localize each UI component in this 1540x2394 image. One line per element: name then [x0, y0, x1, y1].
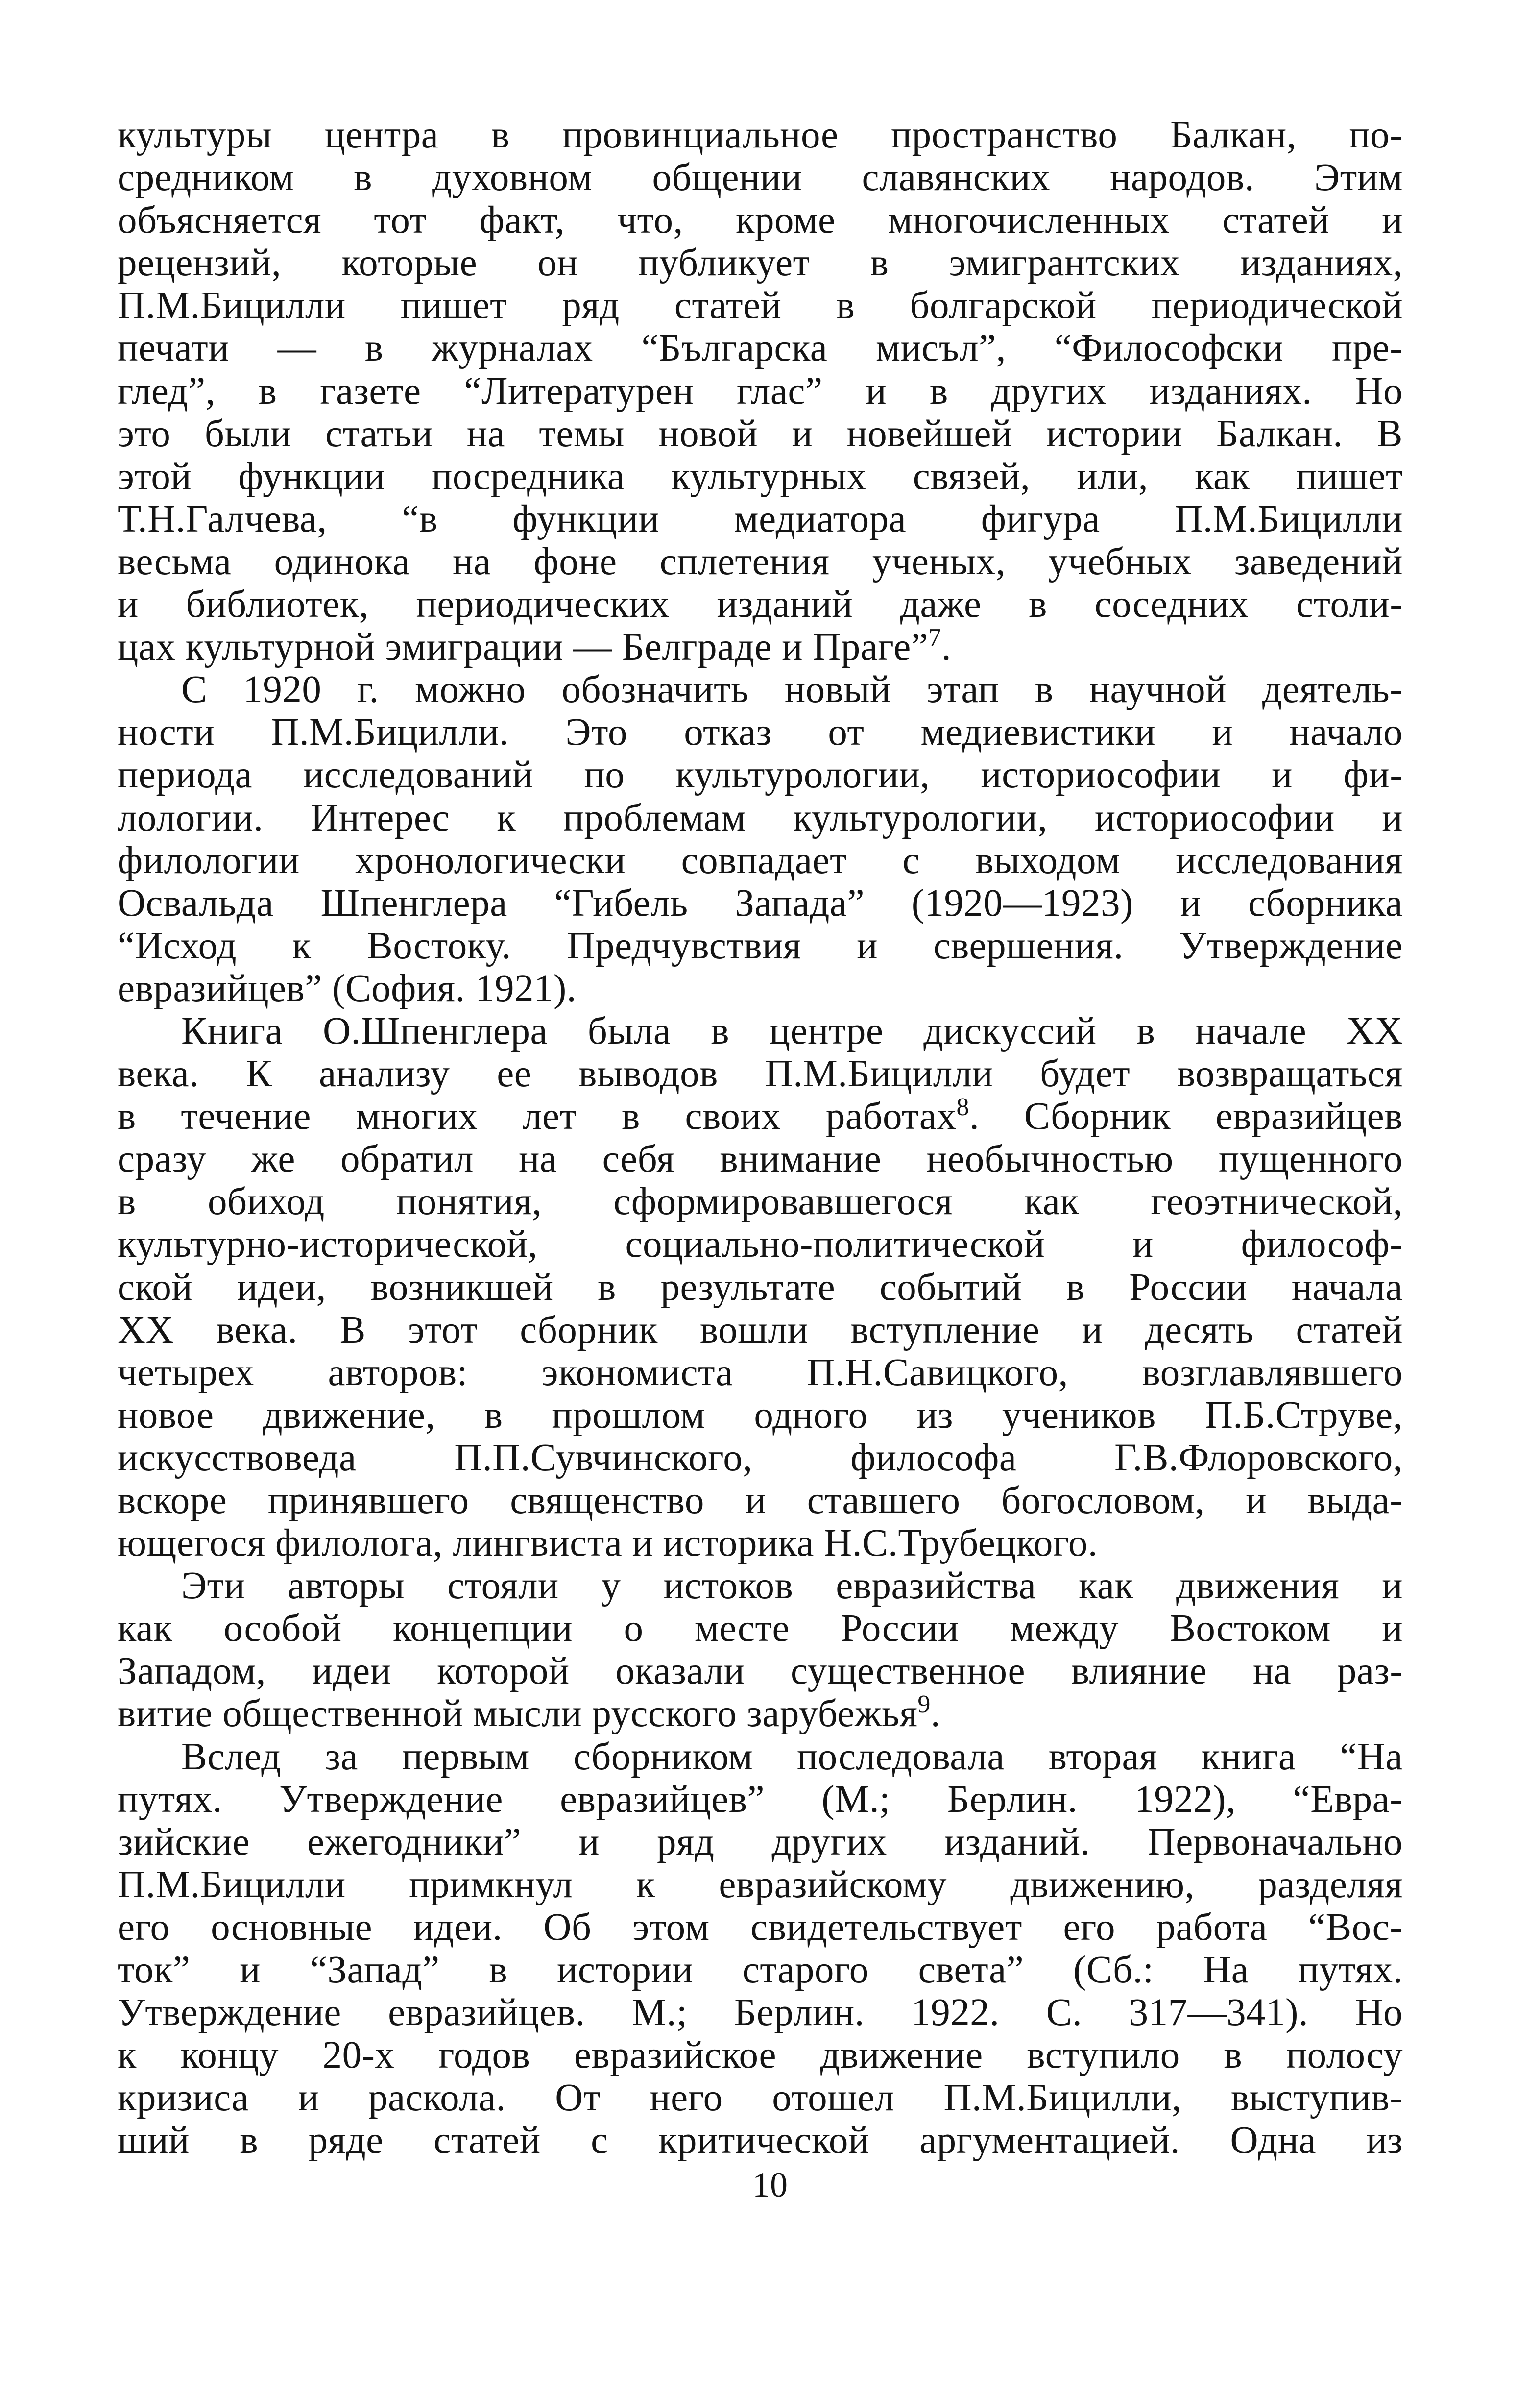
text-line: средником в духовном общении славянских народов. Этим — [118, 156, 1403, 199]
text-line: ской идеи, возникшей в результате событий в России начала — [118, 1266, 1403, 1309]
text-fragment: цах культурной эмиграции — Белграде и Праге” — [118, 626, 929, 669]
text-fragment: . — [941, 626, 952, 669]
text-line: путях. Утверждение евразийцев” (М.; Берлин. 1922), “Евра- — [118, 1778, 1403, 1821]
text-line: культурно-исторической, социально-политической и философ- — [118, 1223, 1403, 1266]
footnote-ref: 8 — [956, 1093, 969, 1122]
text-line: искусствоведа П.П.Сувчинского, философа Г.В.Флоровского, — [118, 1436, 1403, 1479]
text-line: XX века. В этот сборник вошли вступление и десять статей — [118, 1308, 1403, 1351]
page-number: 10 — [752, 2165, 788, 2204]
paragraph-2 — [118, 668, 1403, 1010]
text-line: объясняется тот факт, что, кроме многочисленных статей и — [118, 199, 1403, 242]
footnote-ref: 9 — [917, 1690, 931, 1719]
text-line: Книга О.Шпенглера была в центре дискуссий в начале XX — [181, 1009, 1403, 1052]
text-line: новое движение, в прошлом одного из учеников П.Б.Струве, — [118, 1393, 1403, 1437]
text-line: периода исследований по культурологии, историософии и фи- — [118, 754, 1403, 797]
text-line: филологии хронологически совпадает с выходом исследования — [118, 839, 1403, 882]
text-line: вскоре принявшего священство и ставшего богословом, и выда- — [118, 1479, 1403, 1522]
paragraph-5 — [118, 1735, 1403, 2162]
text-line: зийские ежегодники” и ряд других изданий. Первоначально — [118, 1820, 1403, 1863]
text-line: кризиса и раскола. От него отошел П.М.Бицилли, выступив- — [118, 2076, 1403, 2120]
text-line: это были статьи на темы новой и новейшей истории Балкан. В — [118, 412, 1403, 455]
text-line: культуры центра в провинциальное пространство Балкан, по- — [118, 114, 1403, 156]
text-fragment: витие общественной мысли русского зарубежья — [118, 1692, 918, 1735]
text-line: ток” и “Запад” в истории старого света” (Сб.: На путях. — [118, 1949, 1403, 1992]
text-line: сразу же обратил на себя внимание необычностью пущенного — [118, 1138, 1403, 1181]
text-line: Вслед за первым сборником последовала вторая книга “На — [181, 1735, 1403, 1778]
text-line: печати — в журналах “Българска мисъл”, “Философски пре- — [118, 327, 1403, 370]
text-line: ности П.М.Бицилли. Это отказ от медиевистики и начало — [118, 711, 1403, 754]
text-line: евразийцев” (София. 1921). — [118, 967, 577, 1010]
text-line: века. К анализу ее выводов П.М.Бицилли будет возвращаться — [118, 1052, 1403, 1096]
text-line-with-footnote — [118, 1692, 1403, 1735]
paragraph-3 — [118, 1010, 1403, 1564]
text-line: Утверждение евразийцев. М.; Берлин. 1922. С. 317—341). Но — [118, 1991, 1403, 2034]
text-line: ющегося филолога, лингвиста и историка Н.С.Трубецкого. — [118, 1522, 1098, 1565]
text-line-with-footnote — [118, 1095, 1403, 1138]
text-line-with-footnote — [118, 626, 1403, 668]
text-line: Эти авторы стояли у истоков евразийства как движения и — [181, 1564, 1403, 1608]
page-body — [118, 114, 1403, 2162]
text-line: весьма одинока на фоне сплетения ученых, учебных заведений — [118, 540, 1403, 583]
text-line: в обиход понятия, сформировавшегося как геоэтнической, — [118, 1180, 1403, 1223]
footnote-ref: 7 — [928, 624, 941, 652]
text-fragment: . — [930, 1692, 941, 1735]
text-line: четырех авторов: экономиста П.Н.Савицкого, возглавлявшего — [118, 1351, 1403, 1394]
paragraph-4 — [118, 1564, 1403, 1735]
text-fragment: в течение многих лет в своих работах — [118, 1095, 957, 1138]
text-line: Т.Н.Галчева, “в функции медиатора фигура П.М.Бицилли — [118, 497, 1403, 540]
text-line: П.М.Бицилли пишет ряд статей в болгарской периодической — [118, 284, 1403, 327]
text-line: его основные идеи. Об этом свидетельствует его работа “Вос- — [118, 1905, 1403, 1949]
text-line: ший в ряде статей с критической аргументацией. Одна из — [118, 2119, 1403, 2162]
text-line: “Исход к Востоку. Предчувствия и свершения. Утверждение — [118, 924, 1403, 967]
paragraph-1 — [118, 114, 1403, 668]
text-line: Освальда Шпенглера “Гибель Запада” (1920—1923) и сборника — [118, 881, 1403, 925]
text-line: и библиотек, периодических изданий даже в соседних столи- — [118, 583, 1403, 626]
text-line: глед”, в газете “Литературен глас” и в других изданиях. Но — [118, 369, 1403, 413]
text-line: рецензий, которые он публикует в эмигрантских изданиях, — [118, 242, 1403, 285]
text-line: С 1920 г. можно обозначить новый этап в научной деятель- — [181, 668, 1403, 711]
text-line: к концу 20-х годов евразийское движение вступило в полосу — [118, 2034, 1403, 2077]
text-line: П.М.Бицилли примкнул к евразийскому движению, разделяя — [118, 1863, 1403, 1906]
text-line: лологии. Интерес к проблемам культурологии, историософии и — [118, 796, 1403, 839]
text-line: как особой концепции о месте России между Востоком и — [118, 1607, 1403, 1650]
text-line: этой функции посредника культурных связей, или, как пишет — [118, 455, 1403, 498]
text-fragment: . Сборник евразийцев — [969, 1095, 1403, 1138]
text-line: Западом, идеи которой оказали существенное влияние на раз- — [118, 1650, 1403, 1693]
